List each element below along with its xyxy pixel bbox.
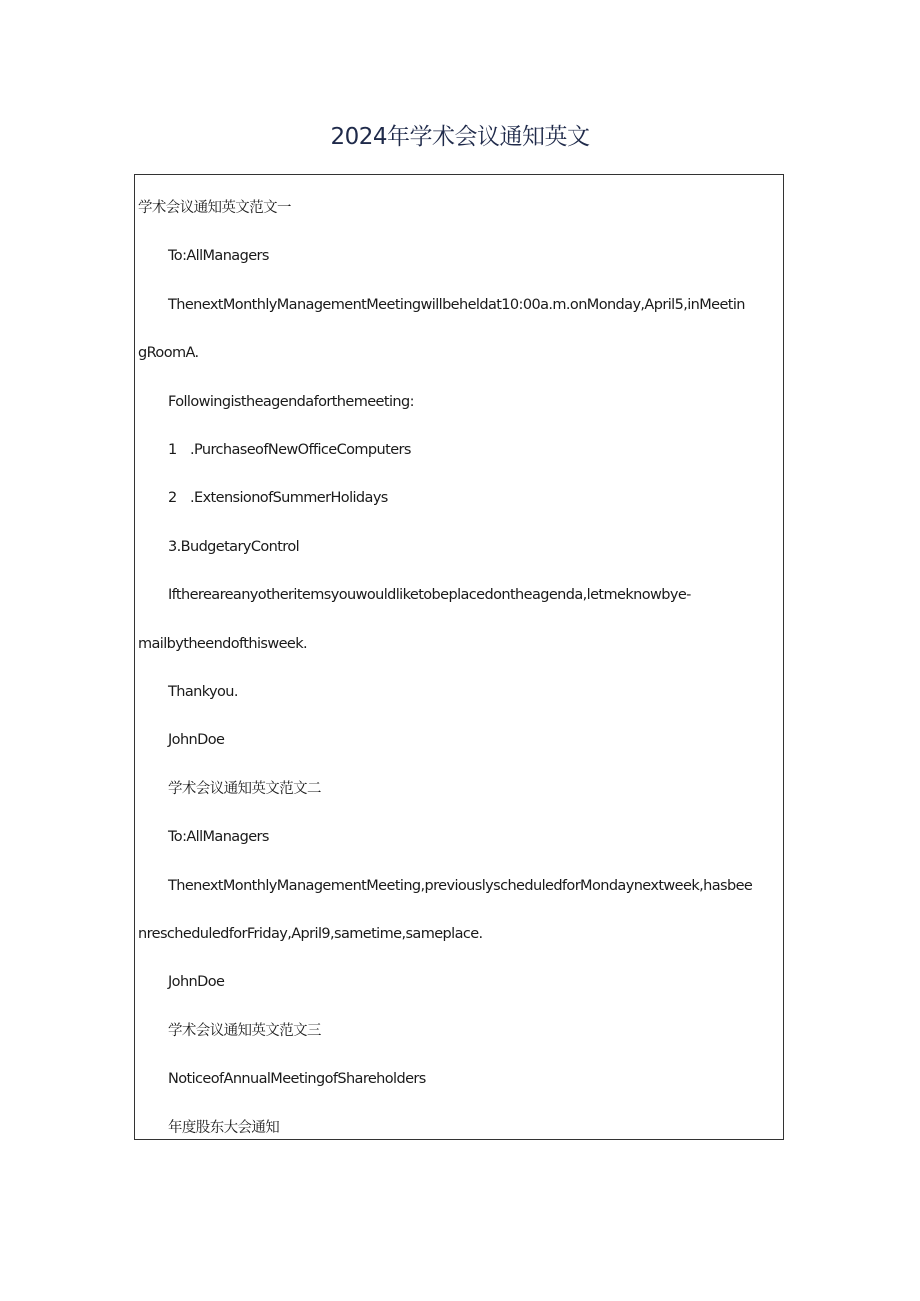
line-text: 年度股东大会通知	[168, 1119, 280, 1136]
line-text: To:AllManagers	[168, 248, 269, 265]
document-line	[168, 1118, 279, 1138]
line-text: Thankyou.	[168, 684, 238, 700]
document-line	[168, 392, 414, 412]
document-line	[138, 343, 199, 363]
document-line	[168, 440, 411, 460]
document-line	[168, 537, 299, 557]
document-line	[168, 779, 321, 799]
line-text: JohnDoe	[168, 974, 225, 991]
document-line	[168, 730, 224, 750]
line-text: 学术会议通知英文范文二	[168, 780, 321, 797]
list-number: 2	[168, 490, 177, 507]
line-text: JohnDoe	[168, 732, 225, 749]
document-line	[168, 295, 745, 315]
document-line	[168, 827, 269, 847]
document-line	[168, 488, 388, 508]
line-text: ThenextMonthlyManagementMeeting,previouslyscheduledforMondaynextweek,hasbee	[168, 877, 753, 894]
line-text: 学术会议通知英文范文一	[138, 200, 291, 216]
line-text: gRoomA.	[138, 345, 199, 362]
document-line	[168, 876, 752, 896]
document-line	[168, 972, 224, 992]
line-text: ThenextMonthlyManagementMeetingwillbeheldat10:00a.m.onMonday,April5,inMeetin	[168, 296, 745, 313]
line-text: To:AllManagers	[168, 829, 269, 846]
document-line	[138, 198, 291, 218]
page-title: 2024年学术会议通知英文	[330, 124, 590, 150]
document-line	[138, 924, 483, 944]
content-frame	[134, 174, 784, 1140]
document-line	[168, 682, 238, 702]
line-text: 3.BudgetaryControl	[168, 538, 300, 555]
list-number: 1	[168, 442, 177, 458]
line-text: Ifthereareanyotheritemsyouwouldliketobeplacedontheagenda,letmeknowbye-	[168, 587, 691, 604]
line-text: mailbytheendofthisweek.	[138, 635, 308, 652]
document-line	[168, 1069, 426, 1089]
document-line	[138, 634, 307, 654]
line-text: .ExtensionofSummerHolidays	[190, 490, 388, 507]
line-text: Followingistheagendaforthemeeting:	[168, 393, 414, 410]
line-text: NoticeofAnnualMeetingofShareholders	[168, 1071, 426, 1088]
document-line	[168, 246, 269, 266]
document-line	[168, 1021, 321, 1041]
document-line	[168, 585, 691, 605]
line-text: nrescheduledforFriday,April9,sametime,sameplace.	[138, 926, 483, 942]
line-text: .PurchaseofNewOfficeComputers	[190, 442, 411, 458]
line-text: 学术会议通知英文范文三	[168, 1022, 321, 1039]
